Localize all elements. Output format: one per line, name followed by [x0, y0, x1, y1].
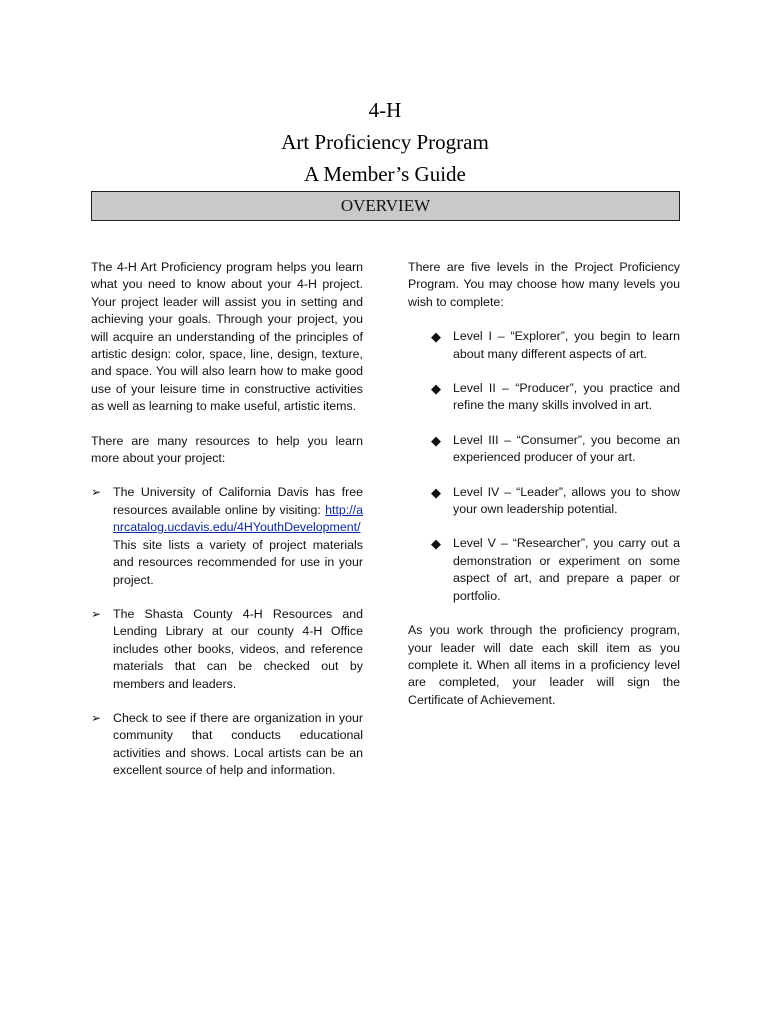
document-title — [0, 94, 770, 190]
resource-lending-library-text: The Shasta County 4-H Resources and Lending Library at our county 4-H Office includes other books, videos, and reference materials that can be checked out by members and leaders. — [113, 606, 363, 691]
intro-paragraph: The 4-H Art Proficiency program helps you learn what you need to know about your 4-H project. Your project leader will assist you in setting and achieving your goals. Through your project, you will acquire an understanding of the principles of artistic design: color, space, line, design, texture, and space. You will also learn how to make good use of your leisure time in constructive activities as well as learning to make useful, artistic items. — [91, 260, 363, 414]
diamond-bullet-icon: ◆ — [431, 381, 441, 397]
arrow-bullet-icon: ➢ — [91, 485, 102, 500]
closing-paragraph: As you work through the proficiency program, your leader will date each skill item as you complete it. When all items in a proficiency level are completed, your leader will sign the Certificate of Achievement. — [408, 623, 680, 707]
diamond-bullet-icon: ◆ — [431, 536, 441, 552]
ucdavis-catalog-link[interactable]: http://anrcatalog.ucdavis.edu/4HYouthDevelopment/ — [113, 502, 363, 535]
level-item — [408, 535, 680, 605]
right-column — [408, 259, 680, 709]
diamond-bullet-icon: ◆ — [431, 484, 441, 500]
level-text: Level I – “Explorer”, you begin to learn about many different aspects of art. — [453, 329, 680, 361]
arrow-bullet-icon: ➢ — [91, 606, 102, 621]
resource-ucdavis-text-post: This site lists a variety of project materials and resources recommended for use in your project. — [113, 537, 363, 587]
level-item — [408, 484, 680, 519]
overview-heading-label: OVERVIEW — [340, 196, 431, 215]
resources-intro-paragraph: There are many resources to help you learn more about your project: — [91, 433, 363, 466]
level-item — [408, 432, 680, 467]
title-line-2: Art Proficiency Program — [281, 130, 489, 154]
resource-item-ucdavis — [91, 484, 363, 588]
resource-community-text: Check to see if there are organization in your community that conducts educational activities and shows. Local artists can be an excellent source of help and information. — [113, 710, 363, 778]
levels-intro-paragraph: There are five levels in the Project Proficiency Program. You may choose how many levels you wish to complete: — [408, 260, 680, 309]
level-item — [408, 328, 680, 363]
overview-section-heading — [91, 191, 680, 221]
resource-item-lending-library — [91, 606, 363, 693]
level-text: Level IV – “Leader”, allows you to show your own leadership potential. — [453, 484, 680, 517]
level-text: Level II – “Producer”, you practice and refine the many skills involved in art. — [453, 381, 680, 413]
resource-item-community — [91, 710, 363, 780]
resource-ucdavis-text-pre: The University of California Davis has free resources available online by visiting: — [113, 485, 363, 517]
level-text: Level III – “Consumer”, you become an experienced producer of your art. — [453, 432, 680, 465]
title-line-1: 4-H — [368, 98, 402, 122]
diamond-bullet-icon: ◆ — [431, 432, 441, 448]
level-text: Level V – “Researcher”, you carry out a demonstration or experiment on some aspect of art, and prepare a paper or portfolio. — [453, 536, 680, 603]
diamond-bullet-icon: ◆ — [431, 329, 441, 345]
level-item — [408, 380, 680, 415]
arrow-bullet-icon: ➢ — [91, 710, 102, 725]
title-line-3: A Member’s Guide — [304, 162, 466, 186]
left-column — [91, 259, 363, 780]
